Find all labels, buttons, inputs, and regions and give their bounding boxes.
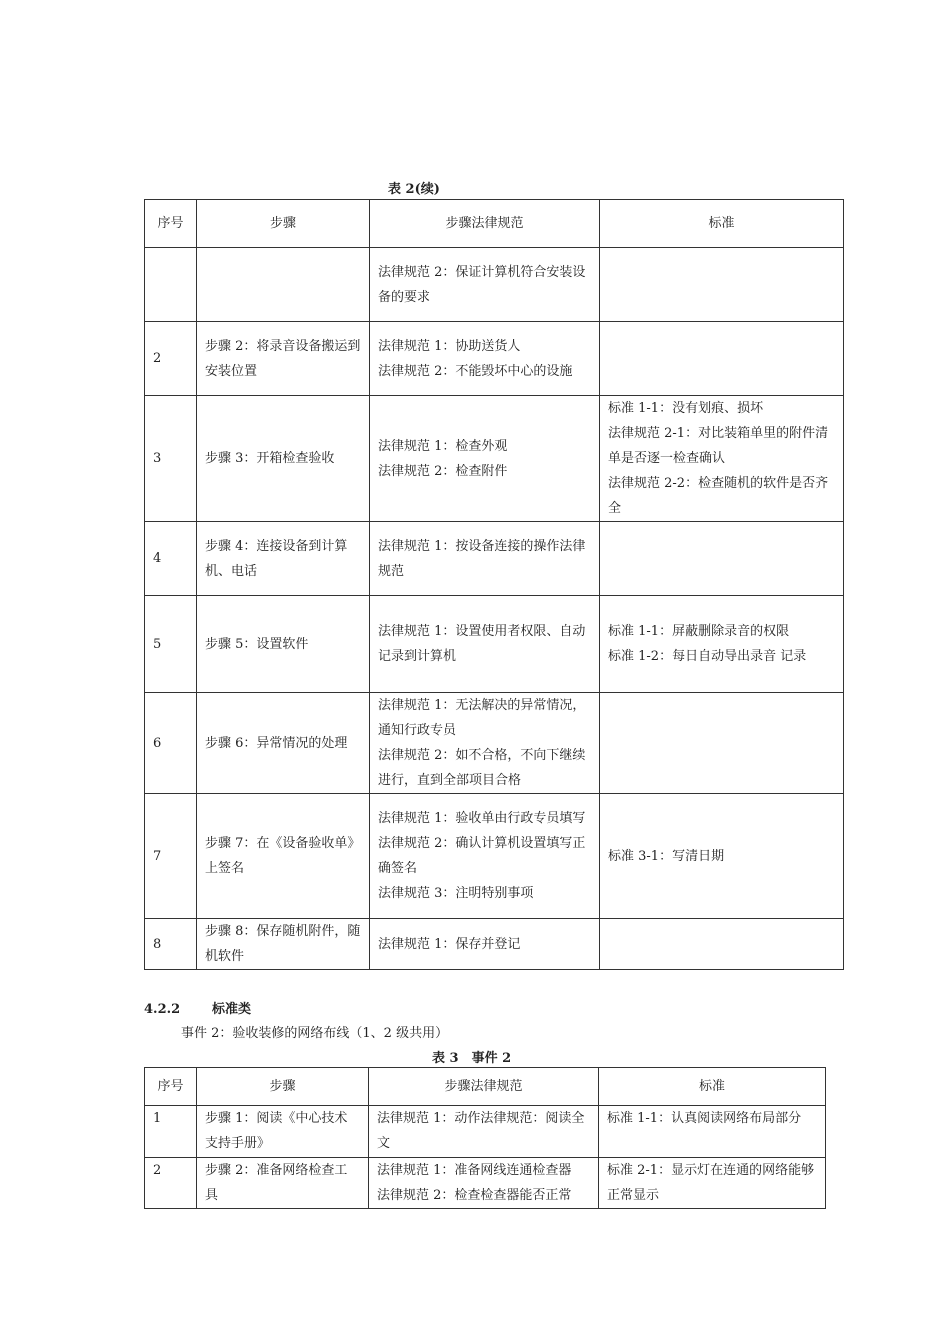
cell-text-line: 步骤 3：开箱检查验收 bbox=[205, 451, 335, 466]
seq-cell: 8 bbox=[145, 919, 197, 970]
cell-text-line: 法律规范 2：检查检查器能否正常 bbox=[377, 1188, 572, 1203]
standard-cell bbox=[600, 396, 844, 522]
standard-cell bbox=[599, 1106, 826, 1158]
table-row bbox=[145, 919, 844, 970]
standard-cell bbox=[599, 1158, 826, 1209]
standard-cell bbox=[600, 522, 844, 596]
cell-text-line: 标准 3-1：写清日期 bbox=[608, 848, 725, 864]
standard-cell bbox=[600, 248, 844, 322]
header-step: 步骤 bbox=[197, 200, 370, 248]
table2-caption: 表 2(续) bbox=[388, 182, 440, 197]
section-heading bbox=[144, 998, 251, 1017]
seq-cell: 7 bbox=[145, 794, 197, 919]
seq-cell: 6 bbox=[145, 693, 197, 794]
table3-caption: 表 3 事件 2 bbox=[432, 1051, 512, 1066]
norm-cell bbox=[370, 919, 600, 970]
cell-text-line: 标准 2-1：显示灯在连通的网络能够正常显示 bbox=[607, 1163, 815, 1203]
table3-header-row bbox=[145, 1068, 826, 1106]
table2-header-row bbox=[145, 200, 844, 248]
table-row bbox=[145, 1158, 826, 1209]
seq-cell: 4 bbox=[145, 522, 197, 596]
cell-text-line: 标准 1-1：认真阅读网络布局部分 bbox=[607, 1111, 802, 1126]
step-cell bbox=[197, 1158, 369, 1209]
cell-text-line: 法律规范 2：保证计算机符合安装设备的要求 bbox=[378, 264, 586, 305]
cell-text-line: 标准 1-2：每日自动导出录音 记录 bbox=[608, 649, 807, 664]
step-cell bbox=[197, 396, 370, 522]
cell-text-line: 步骤 2：将录音设备搬运到安装位置 bbox=[205, 338, 361, 379]
header-standard: 标准 bbox=[599, 1068, 826, 1106]
step-cell bbox=[197, 919, 370, 970]
norm-cell bbox=[370, 596, 600, 693]
cell-text-line: 法律规范 2-2：检查随机的软件是否齐全 bbox=[608, 476, 829, 516]
cell-text-line: 法律规范 1：协助送货人 bbox=[378, 338, 521, 354]
table-row bbox=[145, 693, 844, 794]
cell-text-line: 法律规范 2：检查附件 bbox=[378, 463, 508, 479]
cell-text-line: 法律规范 1：无法解决的异常情况，通知行政专员 bbox=[378, 698, 586, 738]
header-step: 步骤 bbox=[197, 1068, 369, 1106]
seq-cell: 2 bbox=[145, 322, 197, 396]
seq-cell: 1 bbox=[145, 1106, 197, 1158]
cell-text-line: 步骤 8：保存随机附件，随机软件 bbox=[205, 924, 361, 964]
header-seq: 序号 bbox=[145, 1068, 197, 1106]
table-row bbox=[145, 596, 844, 693]
cell-text-line: 步骤 4：连接设备到计算机、电话 bbox=[205, 538, 348, 579]
cell-text-line: 法律规范 1：按设备连接的操作法律规范 bbox=[378, 538, 586, 579]
step-cell bbox=[197, 693, 370, 794]
cell-text-line: 步骤 1：阅读《中心技术支持手册》 bbox=[205, 1111, 348, 1151]
table-row bbox=[145, 794, 844, 919]
table3 bbox=[144, 1067, 826, 1209]
cell-text-line: 步骤 6：异常情况的处理 bbox=[205, 735, 348, 751]
section-number: 4.2.2 bbox=[144, 1002, 181, 1017]
cell-text-line: 法律规范 2：不能毁坏中心的设施 bbox=[378, 363, 573, 379]
step-cell bbox=[197, 596, 370, 693]
step-cell bbox=[197, 248, 370, 322]
table-row bbox=[145, 396, 844, 522]
cell-text-line: 法律规范 1：验收单由行政专员填写 bbox=[378, 811, 586, 826]
standard-cell bbox=[600, 322, 844, 396]
header-seq: 序号 bbox=[145, 200, 197, 248]
seq-cell: 2 bbox=[145, 1158, 197, 1209]
section-title: 标准类 bbox=[212, 1002, 252, 1017]
seq-cell bbox=[145, 248, 197, 322]
cell-text-line: 标准 1-1：没有划痕、损坏 bbox=[608, 401, 764, 416]
cell-text-line: 步骤 7：在《设备验收单》上签名 bbox=[205, 836, 361, 876]
norm-cell bbox=[369, 1158, 599, 1209]
table-row bbox=[145, 248, 844, 322]
standard-cell bbox=[600, 794, 844, 919]
header-norm: 步骤法律规范 bbox=[369, 1068, 599, 1106]
cell-text-line: 步骤 2：准备网络检查工具 bbox=[205, 1163, 348, 1203]
step-cell bbox=[197, 1106, 369, 1158]
cell-text-line: 法律规范 1：动作法律规范：阅读全文 bbox=[377, 1111, 585, 1151]
step-cell bbox=[197, 522, 370, 596]
table2 bbox=[144, 199, 844, 970]
cell-text-line: 法律规范 2：确认计算机设置填写正确签名 bbox=[378, 836, 586, 876]
norm-cell bbox=[370, 248, 600, 322]
cell-text-line: 法律规范 2：如不合格，不向下继续进行，直到全部项目合格 bbox=[378, 748, 586, 788]
table-row bbox=[145, 1106, 826, 1158]
seq-cell: 5 bbox=[145, 596, 197, 693]
norm-cell bbox=[370, 794, 600, 919]
table-row bbox=[145, 322, 844, 396]
cell-text-line: 步骤 5：设置软件 bbox=[205, 636, 309, 652]
cell-text-line: 法律规范 1：保存并登记 bbox=[378, 936, 521, 952]
cell-text-line: 标准 1-1：屏蔽删除录音的权限 bbox=[608, 624, 790, 639]
cell-text-line: 法律规范 2-1：对比装箱单里的附件清单是否逐一检查确认 bbox=[608, 426, 829, 466]
seq-cell: 3 bbox=[145, 396, 197, 522]
norm-cell bbox=[370, 522, 600, 596]
header-standard: 标准 bbox=[600, 200, 844, 248]
norm-cell bbox=[370, 322, 600, 396]
step-cell bbox=[197, 322, 370, 396]
cell-text-line: 法律规范 3：注明特别事项 bbox=[378, 886, 534, 901]
table-row bbox=[145, 522, 844, 596]
standard-cell bbox=[600, 919, 844, 970]
norm-cell bbox=[369, 1106, 599, 1158]
section-intro: 事件 2：验收装修的网络布线（1、2 级共用） bbox=[181, 1026, 449, 1041]
norm-cell bbox=[370, 693, 600, 794]
step-cell bbox=[197, 794, 370, 919]
header-norm: 步骤法律规范 bbox=[370, 200, 600, 248]
cell-text-line: 法律规范 1：检查外观 bbox=[378, 438, 508, 454]
standard-cell bbox=[600, 596, 844, 693]
cell-text-line: 法律规范 1：设置使用者权限、自动记录到计算机 bbox=[378, 624, 586, 664]
standard-cell bbox=[600, 693, 844, 794]
cell-text-line: 法律规范 1：准备网线连通检查器 bbox=[377, 1163, 572, 1178]
norm-cell bbox=[370, 396, 600, 522]
